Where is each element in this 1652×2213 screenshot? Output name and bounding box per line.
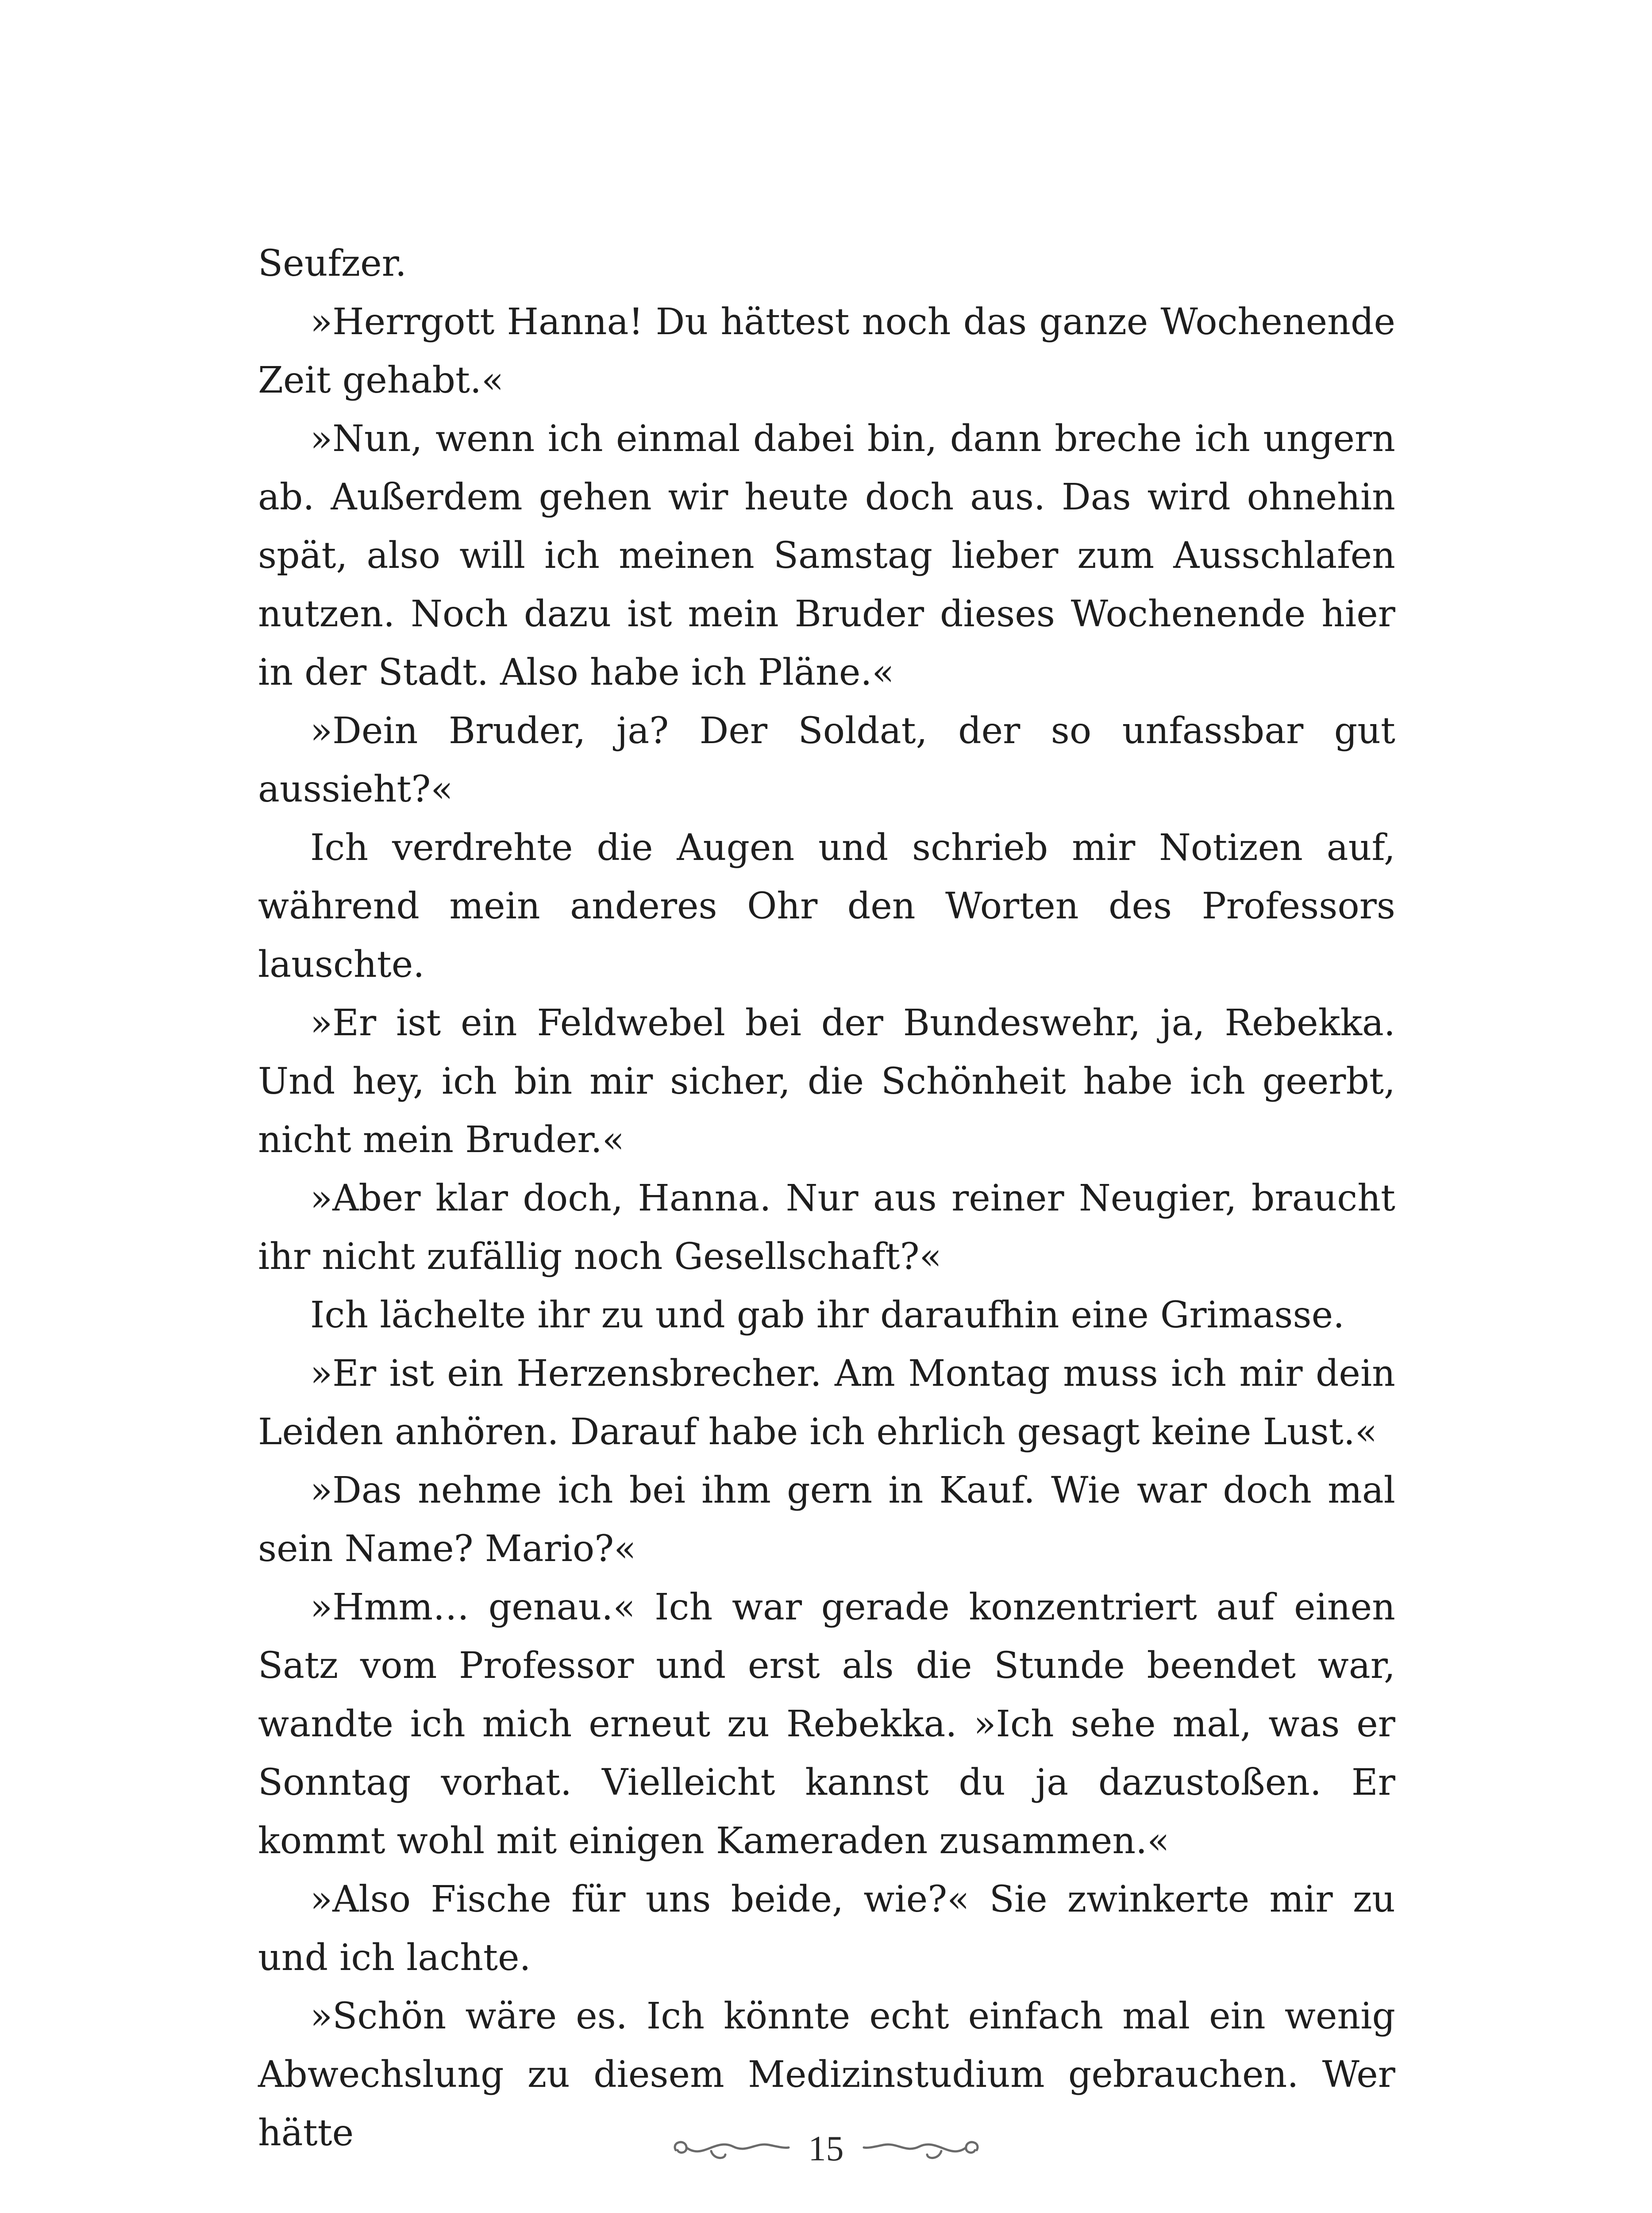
paragraph: Ich verdrehte die Augen und schrieb mir Notizen auf, während mein anderes Ohr den Worten des Professors lauschte. xyxy=(258,827,1395,986)
right-flourish-ornament xyxy=(862,2129,994,2169)
paragraph: »Herrgott Hanna! Du hättest noch das ganze Wochenende Zeit gehabt.« xyxy=(258,301,1395,401)
paragraph: »Er ist ein Herzensbrecher. Am Montag muss ich mir dein Leiden anhören. Darauf habe ich ehrlich gesagt keine Lust.« xyxy=(258,1353,1395,1453)
paragraph: »Dein Bruder, ja? Der Soldat, der so unfassbar gut aussieht?« xyxy=(258,710,1395,810)
page-number: 15 xyxy=(808,2129,844,2168)
paragraph: »Hmm… genau.« Ich war gerade konzentriert auf einen Satz vom Professor und erst als die Stunde beendet war, wandte ich mich erneut zu Rebekka. »Ich sehe mal, was er Sonntag vorhat. Vielleicht kannst du ja dazustoßen. Er kommt wohl mit einigen Kameraden zusammen.« xyxy=(258,1586,1395,1862)
paragraph: »Aber klar doch, Hanna. Nur aus reiner Neugier, braucht ihr nicht zufällig noch Gesellschaft?« xyxy=(258,1177,1395,1278)
paragraph: »Also Fische für uns beide, wie?« Sie zwinkerte mir zu und ich lachte. xyxy=(258,1878,1395,1979)
paragraph: »Das nehme ich bei ihm gern in Kauf. Wie war doch mal sein Name? Mario?« xyxy=(258,1469,1395,1570)
body-text xyxy=(258,235,1395,2163)
left-flourish-ornament xyxy=(658,2129,791,2169)
paragraph: Ich lächelte ihr zu und gab ihr daraufhin eine Grimasse. xyxy=(310,1294,1345,1336)
paragraph: »Nun, wenn ich einmal dabei bin, dann breche ich ungern ab. Außerdem gehen wir heute doch aus. Das wird ohnehin spät, also will ich meinen Samstag lieber zum Ausschlafen nutzen. Noch dazu ist mein Bruder dieses Wochenende hier in der Stadt. Also habe ich Pläne.« xyxy=(258,418,1395,694)
paragraph: »Er ist ein Feldwebel bei der Bundeswehr, ja, Rebekka. Und hey, ich bin mir sicher, die Schönheit habe ich geerbt, nicht mein Bruder.« xyxy=(258,1002,1395,1161)
paragraph: »Schön wäre es. Ich könnte echt einfach mal ein wenig Abwechslung zu diesem Medizinstudium gebrauchen. Wer hätte xyxy=(258,1995,1395,2154)
paragraph: Seufzer. xyxy=(258,243,407,285)
page-footer xyxy=(0,2118,1652,2180)
